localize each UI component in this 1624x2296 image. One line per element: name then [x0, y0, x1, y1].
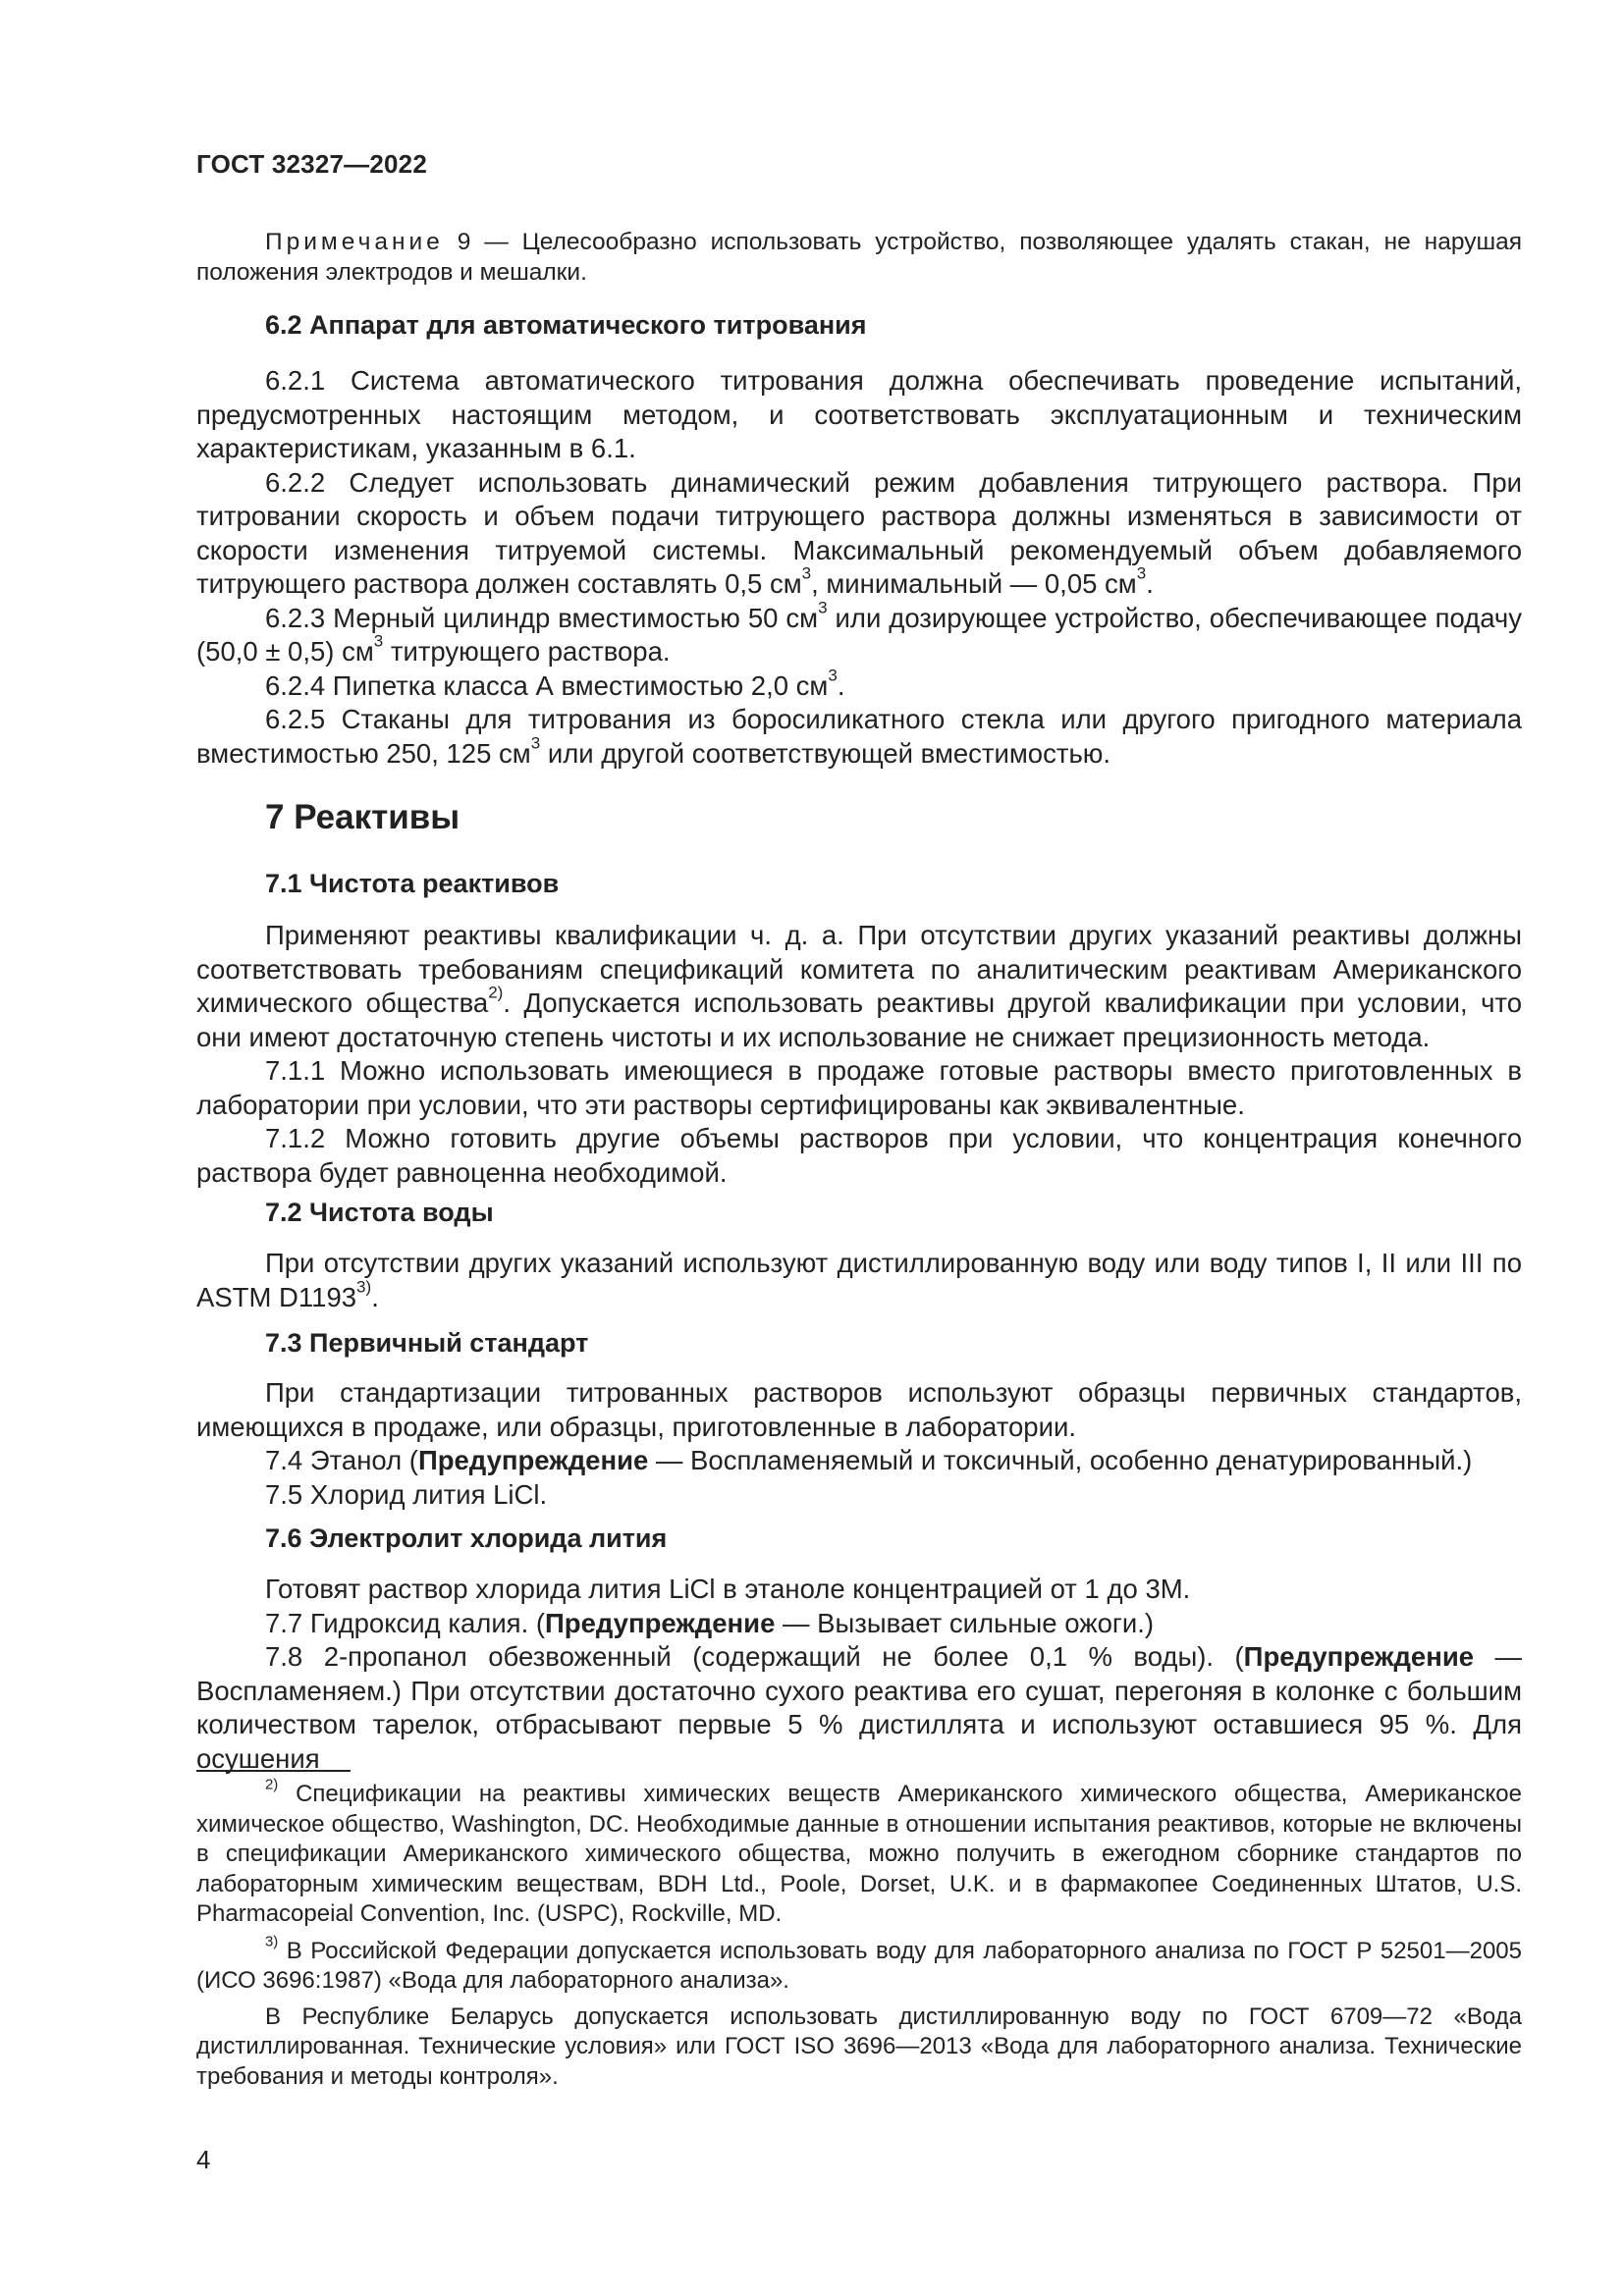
note-label: Примечание — [265, 229, 444, 255]
para-6-2-1: 6.2.1 Система автоматического титрования должна обеспечивать проведение испытаний, предусмотренных настоящим методом, и соответствовать эксплуатационным и техническим характеристикам, указанным в 6.1. — [196, 365, 1522, 463]
para-7-1: Применяют реактивы квалификации ч. д. а. При отсутствии других указаний реактивы должны соответствовать требованиям спецификаций комитета по аналитическим реактивам Американского химического общества$^{2)}$. Допускается использовать реактивы другой квалификации при условии, что они имеют достаточную степень чистоты и их использование не снижает прецизионность метода. — [196, 920, 1523, 1052]
section-7-3-body — [196, 1376, 1522, 1512]
para-7-1-2: 7.1.2 Можно готовить другие объемы растворов при условии, что концентрация конечного раствора будет равноценна необходимой. — [196, 1123, 1522, 1188]
para-6-2-3: 6.2.3 Мерный цилиндр вместимостью 50 $см^3$ или дозирующее устройство, обеспечивающее подачу (50,0 ± 0,5) $см^3$ титрующего раствора. — [196, 598, 1522, 667]
section-6-2-body — [196, 364, 1522, 771]
para-7-4: 7.4 Этанол (Предупреждение — Воспламеняемый и токсичный, особенно денатурированный.) — [265, 1445, 1473, 1475]
footnote-3: $^{3)}$ В Российской Федерации допускается использовать воду для лабораторного анализа по ГОСТ Р 52501—2005 (ИСО 3696:1987) «Вода для лабораторного анализа». — [196, 1933, 1522, 1994]
para-6-2-2: 6.2.2 Следует использовать динамический режим добавления титрующего раствора. При титровании скорость и объем подачи титрующего раствора должны изменяться в зависимости от скорости изменения титруемой системы. Максимальный рекомендуемый объем добавляемого титрующего раствора должен составлять 0,5 $см^3$, минимальный — 0,05 $см^3$. — [196, 466, 1522, 599]
footnotes — [196, 1777, 1522, 2092]
note-text: 9 — Целесообразно использовать устройство, позволяющее удалять стакан, не нарушая положения электродов и мешалки. — [196, 229, 1522, 286]
section-7-6-title: 7.6 Электролит хлорида лития — [265, 1523, 668, 1553]
para-7-2: При отсутствии других указаний используют дистиллированную воду или воду типов I, II или III по ASTM D1193$^{3)}$. — [196, 1248, 1522, 1312]
para-7-3: При стандартизации титрованных растворов используют образцы первичных стандартов, имеющихся в продаже, или образцы, приготовленные в лаборатории. — [196, 1377, 1522, 1442]
section-7-1-title: 7.1 Чистота реактивов — [265, 869, 560, 898]
footnote-3-belarus: В Республике Беларусь допускается использовать дистиллированную воду по ГОСТ 6709—72 «Вода дистиллированная. Технические условия» или ГОСТ ISO 3696—2013 «Вода для лабораторного анализа. Технические требования и методы контроля». — [196, 2002, 1522, 2090]
para-7-1-1: 7.1.1 Можно использовать имеющиеся в продаже готовые растворы вместо приготовленных в лаборатории при условии, что эти растворы сертифицированы как эквивалентные. — [196, 1055, 1522, 1120]
standard-header: ГОСТ 32327—2022 — [196, 149, 427, 179]
section-7-2-title: 7.2 Чистота воды — [265, 1198, 494, 1227]
para-7-8: 7.8 2-пропанол обезвоженный (содержащий не более 0,1 % воды). (Предупреждение — Воспламеняем.) При отсутствии достаточно сухого реактива его сушат, перегоняя в колонке с большим количеством тарелок, отбрасывают первые 5 % дистиллята и используют оставшиеся 95 %. Для осушения — [196, 1641, 1522, 1774]
section-7-3-title: 7.3 Первичный стандарт — [265, 1328, 589, 1358]
footnote-rule — [196, 1770, 351, 1772]
para-7-6: Готовят раствор хлорида лития LiCl в этаноле концентрацией от 1 до 3М. — [265, 1574, 1191, 1604]
para-6-2-4: 6.2.4 Пипетка класса А вместимостью 2,0 $см^3$. — [265, 666, 845, 701]
section-7-6-body — [196, 1573, 1522, 1776]
note-9 — [196, 227, 1522, 288]
page-number: 4 — [196, 2145, 211, 2174]
section-7-2-body — [196, 1247, 1522, 1314]
section-7-title: 7 Реактивы — [265, 798, 460, 836]
para-7-7: 7.7 Гидроксид калия. (Предупреждение — Вызывает сильные ожоги.) — [265, 1607, 1155, 1638]
para-6-2-5: 6.2.5 Стаканы для титрования из боросиликатного стекла или другого пригодного материала вместимостью 250, 125 $см^3$ или другой соответствующей вместимостью. — [196, 704, 1522, 769]
section-7-1-body — [196, 919, 1522, 1190]
footnote-2: $^{2)}$ Спецификации на реактивы химических веществ Американского химического общества, Американское химическое общество, Washington, DC. Необходимые данные в отношении испытания реактивов, которые не включены в спецификации Американского химического общества, можно получить в ежегодном сборнике стандартов по лабораторным химическим веществам, BDH Ltd., Poole, Dorset, U.K. и в фармакопее Соединенных Штатов, U.S. Pharmacopeial Convention, Inc. (USPC), Rockville, MD. — [196, 1777, 1522, 1927]
section-6-2-title: 6.2 Аппарат для автоматического титрования — [265, 310, 867, 340]
para-7-5: 7.5 Хлорид лития LiCl. — [265, 1478, 548, 1510]
